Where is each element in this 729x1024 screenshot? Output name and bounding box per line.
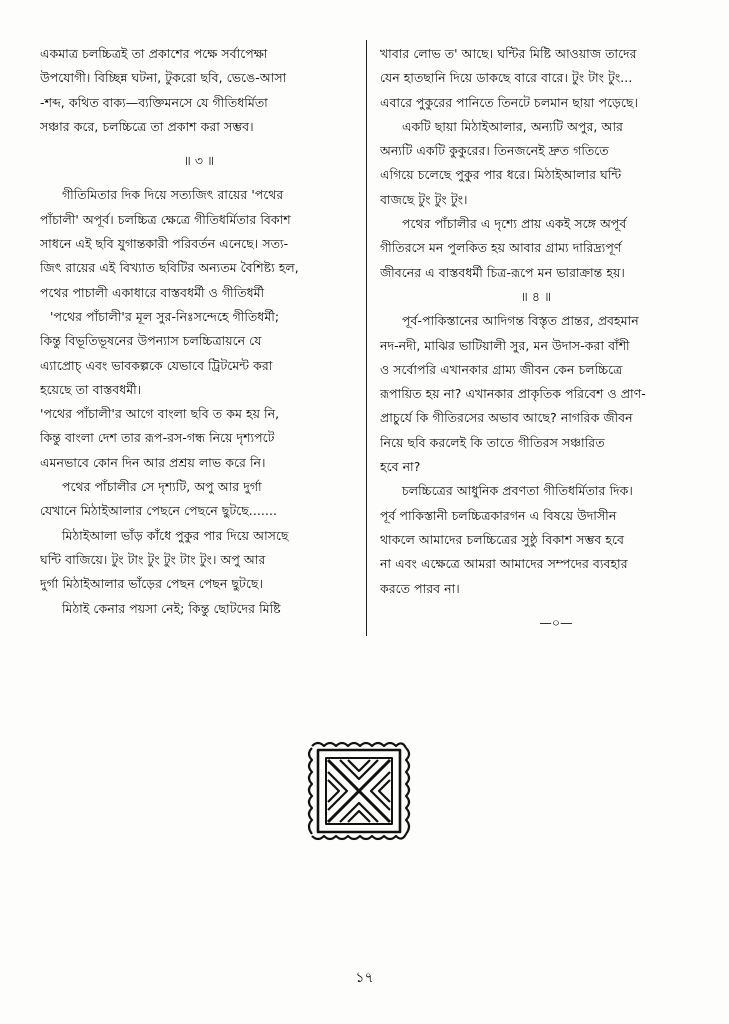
paragraph (380, 309, 692, 479)
text-line: রূপায়িত হয় না? এখানকার প্রাকৃতিক পরিবেশ ও প্রাণ- (380, 386, 646, 402)
text-line: সাধনে এই ছবি যুগান্তকারী পরিবর্তন এনেছে। সত্য- (40, 236, 289, 252)
page-number: ১৭ (355, 970, 374, 986)
text-line: মিঠাই কেনার পয়সা নেই; কিন্তু ছোটদের মিষ্টি (62, 600, 281, 616)
text-line: নিয়ে ছবি করলেই কি তাতে গীতিরস সঞ্চারিত (380, 434, 605, 450)
text-line: এবারে পুকুরের পানিতে তিনটে চলমান ছায়া পড়েছে। (380, 94, 639, 110)
paragraph (40, 402, 358, 475)
paragraph (40, 183, 358, 304)
text-line: হয়েছে তা বাস্তবধর্মী। (40, 381, 142, 397)
paragraph (380, 479, 692, 600)
text-line: গীতিরসে মন পুলকিত হয় আবার গ্রাম্য দারিদ্র্যপূর্ণ (380, 240, 622, 256)
text-line: পথের পাঁচালীর সে দৃশ্যটি, অপু আর দুর্গা (62, 479, 262, 495)
right-column (380, 42, 692, 635)
text-line: পথের পাঁচালীর এ দৃশ্যে প্রায় একই সঙ্গে অপূর্ব (402, 216, 627, 232)
text-line: ঘন্টি বাজিয়ে। টুং টাং টুং টুং টাং টুং। অপু আর (40, 551, 266, 567)
text-line: একটি ছায়া মিঠাইআলার, অন্যটি অপুর, আর (402, 118, 623, 134)
text-line: খাবার লোভ ত' আছে। ঘন্টির মিষ্টি আওয়াজ তাদের (380, 46, 637, 61)
text-line: জীবনের এ বাস্তবধর্মী চিত্র-রূপে মন ভারাক্রান্ত হয়। (380, 264, 625, 280)
section-number: ॥ ৩ ॥ (183, 153, 215, 169)
text-line: পাঁচালী' অপূর্ব। চলচ্চিত্র ক্ষেত্রে গীতিধর্মিতার বিকাশ (40, 211, 291, 227)
text-line: একমাত্র চলচ্চিত্রই তা প্রকাশের পক্ষে সর্বাপেক্ষা (40, 46, 268, 61)
text-line: কিন্তু বিভূতিভূষনের উপন্যাস চলচ্চিত্রায়নে যে (40, 333, 262, 349)
paragraph (380, 212, 692, 285)
column-divider (366, 40, 367, 636)
text-line: যেন হাতছানি দিয়ে ডাকছে বারে বারে। টুং টাং টুং... (380, 70, 633, 86)
text-line: -শব্দ, কথিত বাক্য—ব্যক্তিমনসে যে গীতিধর্মিতা (40, 94, 268, 110)
text-line: পূর্ব পাকিস্তানী চলচ্চিত্রকারগন এ বিষয়ে উদাসীন (380, 507, 617, 523)
text-line: হবে না? (380, 459, 421, 475)
text-line: না এবং এক্ষেত্রে আমরা আমাদের সম্পদের ব্যবহার (380, 556, 628, 572)
text-line: দুর্গা মিঠাইআলার ভাঁড়ের পেছন পেছন ছুটছে। (40, 576, 264, 592)
text-line: এগিয়ে চলেছে পুকুর পার ধরে। মিঠাইআলার ঘন্টি (380, 167, 622, 183)
text-line: প্রাচুর্যে কি গীতিরসের অভাব আছে? নাগরিক জীবন (380, 410, 633, 426)
text-line: 'পথের পাঁচালী'র মূল সুর-নিঃসন্দেহে গীতিধর্মী; (50, 308, 280, 324)
paragraph (40, 42, 358, 139)
text-line: পূর্ব-পাকিস্তানের আদিগন্ত বিস্তৃত প্রান্তর, প্রবহমান (402, 313, 639, 329)
text-line: ও সর্বোপরি এখানকার গ্রাম্য জীবন কেন চলচ্চিত্রে (380, 361, 623, 377)
text-line: অন্যটি একটি কুকুরের। তিনজনেই দ্রুত গতিতে (380, 143, 609, 159)
text-line: উপযোগী। বিচ্ছিন্ন ঘটনা, টুকরো ছবি, ভেঙে-আসা (40, 70, 287, 86)
paragraph (380, 115, 692, 212)
text-line: চলচ্চিত্রের আধুনিক প্রবণতা গীতিধর্মিতার দিক। (402, 483, 633, 499)
paragraph (40, 475, 358, 621)
left-column (40, 42, 358, 621)
text-line: গীতিমিতার দিক দিয়ে সত্যজিৎ রায়ের 'পথের (62, 187, 284, 203)
paragraph (380, 42, 692, 115)
text-line: এ্যাপ্রোচ্ এবং ভাবকল্পকে যেভাবে ট্রিটমেন্ট করা (40, 357, 273, 373)
text-line: 'পথের পাঁচালী'র আগে বাংলা ছবি ত কম হয় নি, (40, 406, 280, 422)
text-line: যেখানে মিঠাইআলার পেছনে পেছনে ছুটছে....... (40, 503, 278, 519)
text-line: কিন্তু বাংলা দেশ তার রূপ-রস-গন্ধ নিয়ে দৃশ্যপটে (40, 430, 275, 446)
section-number: ॥ ৪ ॥ (520, 288, 552, 304)
text-line: মিঠাইআলা ভাঁড় কাঁধে পুকুর পার দিয়ে আসছে (62, 527, 289, 543)
text-line: করতে পারব না। (380, 580, 460, 596)
paragraph (40, 305, 358, 402)
text-line: পথের পাচালী একাধারে বাস্তবধর্মী ও গীতিধর্মী (40, 284, 265, 300)
text-line: এমনভাবে কোন দিন আর প্রশ্রয় লাভ করে নি। (40, 454, 266, 470)
text-line: নদ-নদী, মাঝির ভাটিয়ালী সুর, মন উদাস-করা বাঁশী (380, 337, 630, 353)
text-line: থাকলে আমাদের চলচ্চিত্রের সুষ্ঠু বিকাশ সম্ভব হবে (380, 531, 625, 547)
end-mark: —০— (539, 614, 573, 630)
text-line: সঞ্চার করে, চলচ্চিত্রে তা প্রকাশ করা সম্ভব। (40, 118, 254, 134)
text-line: বাজছে টুং টুং টুং। (380, 191, 468, 207)
diamond-ornament-icon (304, 736, 414, 846)
text-line: জিৎ রায়ের এই বিখ্যাত ছবিটির অন্যতম বৈশিষ্ট্য হল, (40, 260, 299, 276)
